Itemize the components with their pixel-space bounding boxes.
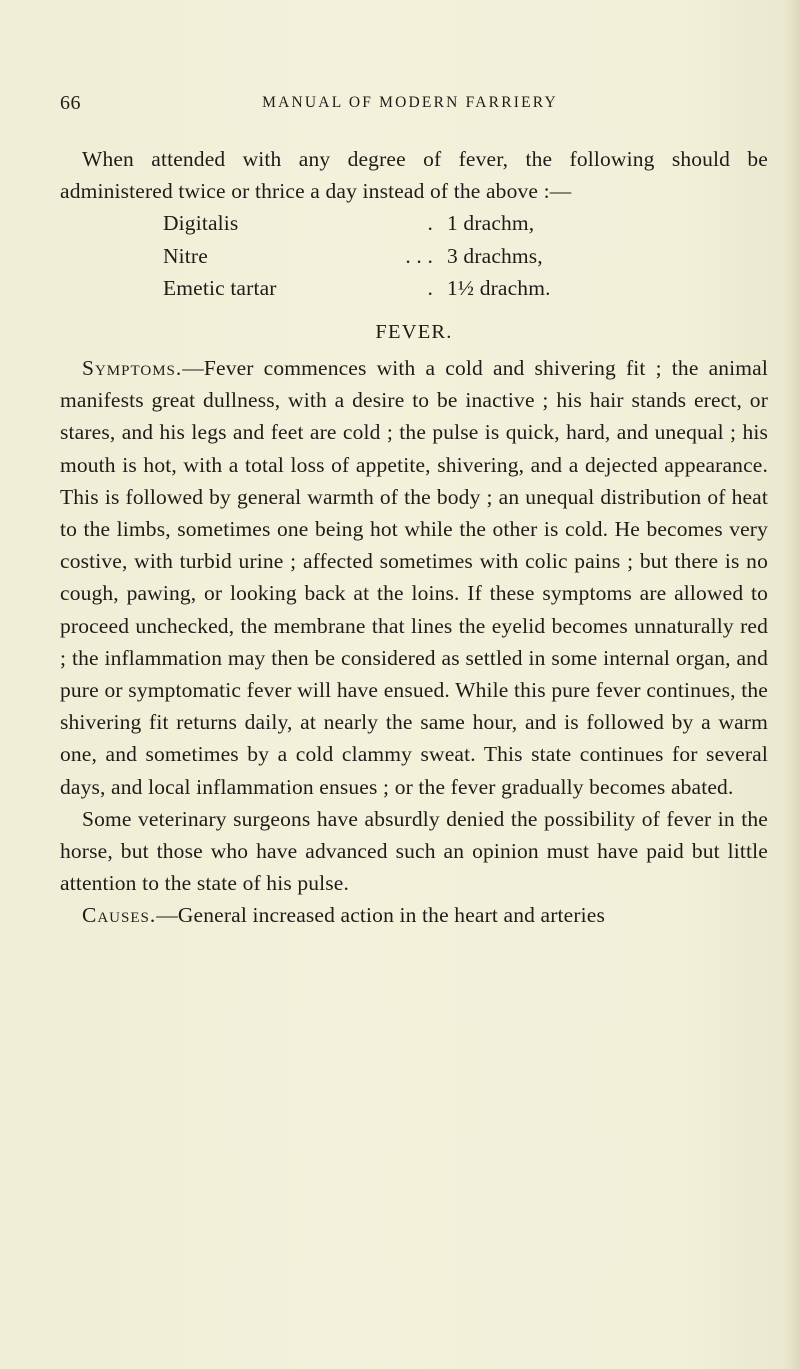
causes-label: Causes. bbox=[82, 903, 157, 928]
symptoms-label: Symptoms. bbox=[82, 356, 183, 381]
symptoms-text: —Fever commences with a cold and shivering fit ; the animal manifests great dullness, with a desire to be inactive ; his hair stands erect, or stares, and his legs and feet are cold ; the pulse is quick, hard, and unequal ; his mouth is hot, with a total loss of appetite, shivering, and a dejected appearance. This is followed by general warmth of the body ; an unequal distribution of heat to the limbs, sometimes one being hot while the other is cold. He becomes very costive, with turbid urine ; affected sometimes with colic pains ; but there is no cough, pawing, or looking back at the loins. If these symptoms are allowed to proceed unchecked, the membrane that lines the eyelid becomes unnaturally red ; the inflammation may then be considered as settled in some internal organ, and pure or symptomatic fever will have ensued. While this pure fever continues, the shivering fit returns daily, at nearly the same hour, and is followed by a warm one, and sometimes by a cold clammy sweat. This state continues for several days, and local inflammation ensues ; or the fever gradually becomes abated. bbox=[60, 356, 768, 799]
symptoms-paragraph bbox=[60, 352, 768, 803]
page-header bbox=[60, 92, 760, 122]
causes-paragraph bbox=[60, 899, 768, 931]
prescription-rows bbox=[163, 207, 551, 304]
possibility-paragraph: Some veterinary surgeons have absurdly denied the possibility of fever in the horse, but those who have advanced such an opinion must have paid but little attention to the state of his pulse. bbox=[60, 806, 768, 896]
drug-name: Digitalis bbox=[163, 211, 239, 236]
causes-text: —General increased action in the heart and arteries bbox=[156, 903, 606, 928]
page-body bbox=[60, 143, 768, 932]
prescription-table bbox=[163, 207, 551, 304]
leader-dots: . bbox=[427, 211, 433, 236]
drug-name: Emetic tartar bbox=[163, 275, 277, 300]
leader-dots: . bbox=[427, 275, 433, 300]
leader-dots: . . . bbox=[405, 243, 433, 268]
drug-dose: 1 drachm, bbox=[447, 211, 535, 236]
running-title: MANUAL OF MODERN FARRIERY bbox=[262, 94, 558, 111]
intro-paragraph: When attended with any degree of fever, the following should be administered twice or thrice a day instead of the above :— bbox=[60, 147, 768, 204]
drug-dose: 1½ drachm. bbox=[447, 275, 551, 300]
page-number: 66 bbox=[60, 92, 81, 114]
page-edge-shadow bbox=[786, 0, 800, 1369]
prescription-row bbox=[163, 240, 551, 272]
drug-dose: 3 drachms, bbox=[447, 243, 543, 268]
prescription-row bbox=[163, 272, 551, 304]
section-heading: FEVER. bbox=[375, 321, 453, 344]
drug-name: Nitre bbox=[163, 243, 208, 268]
prescription-row bbox=[163, 207, 551, 239]
